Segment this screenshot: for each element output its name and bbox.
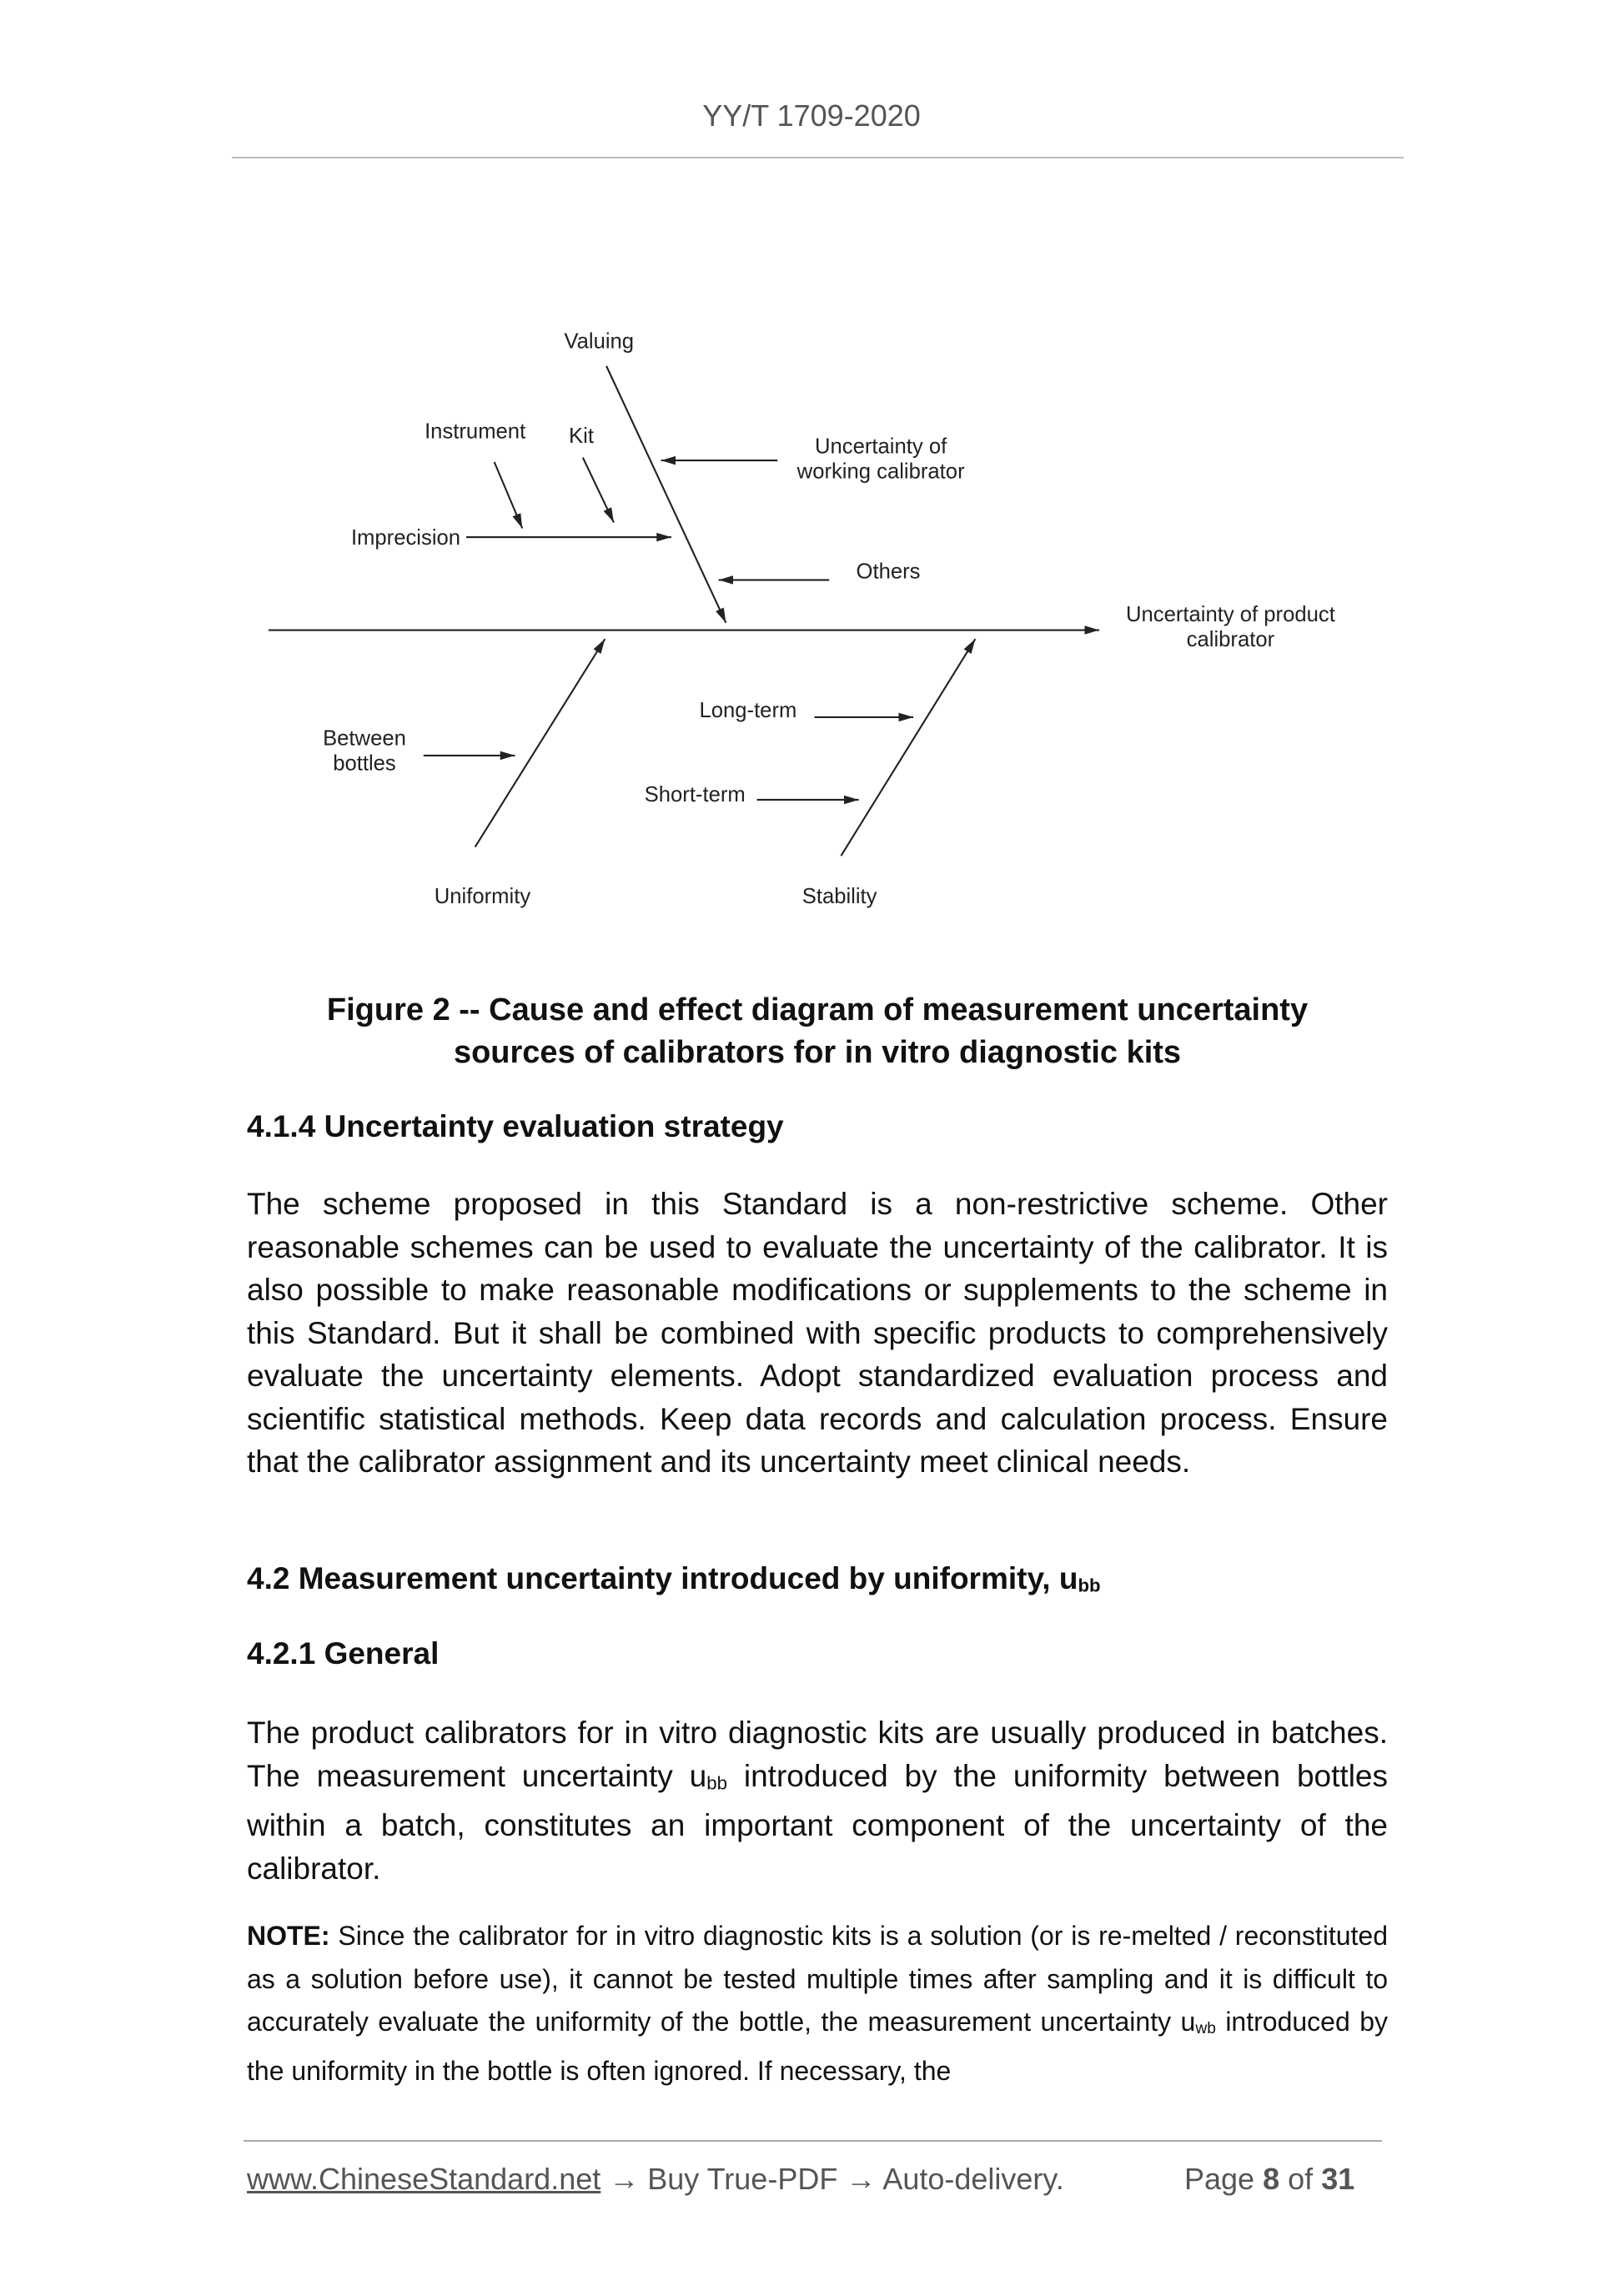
label-working-calibrator-1: Uncertainty of (815, 435, 947, 459)
section-heading-4-1-4: 4.1.4 Uncertainty evaluation strategy (247, 1109, 784, 1143)
label-working-calibrator-2: working calibrator (796, 460, 965, 484)
footer-divider (244, 2140, 1382, 2142)
label-imprecision: Imprecision (350, 525, 461, 550)
heading-text: 4.2 Measurement uncertainty introduced by uniformity, u (247, 1561, 1078, 1595)
footer-promo (247, 2162, 1064, 2197)
figure-caption-line-2: sources of calibrators for in vitro diagnostic kits (453, 1035, 1182, 1070)
website-link[interactable]: www.ChineseStandard.net (247, 2162, 601, 2196)
note-paragraph (247, 1915, 1388, 2093)
paragraph-text: The product calibrators for in vitro diagnostic kits are usually produced in batches. The measurement uncertainty u (247, 1716, 1388, 1793)
section-heading-4-2-1: 4.2.1 General (247, 1636, 440, 1671)
section-heading-4-2 (247, 1561, 1101, 1596)
label-long-term: Long-term (699, 698, 797, 722)
label-kit: Kit (569, 424, 594, 448)
page-label: Page (1184, 2162, 1255, 2196)
figure-caption (247, 989, 1388, 1074)
note-text: Since the calibrator for in vitro diagnostic kits is a solution (or is re-melted / reconstituted as a solution before use), it cannot be tested multiple times after sampling and it is difficult to accurately evaluate the uniformity of the bottle, the measurement uncertainty u (247, 1921, 1388, 2037)
paragraph-4-1-4: The scheme proposed in this Standard is a non-restrictive scheme. Other reasonable schemes can be used to evaluate the uncertainty of the calibrator. It is also possible to make reasonable modifications or supplements to the scheme in this Standard. But it shall be combined with specific products to comprehensively evaluate the uncertainty elements. Adopt standardized evaluation process and scientific statistical methods. Keep data records and calculation process. Ensure that the calibrator assignment and its uncertainty meet clinical needs. (247, 1187, 1388, 1479)
paragraph-4-2-1 (247, 1711, 1388, 1890)
of-label: of (1288, 2162, 1314, 2196)
note-subscript: wb (1195, 2019, 1216, 2037)
label-uniformity: Uniformity (434, 884, 531, 908)
note-label: NOTE: (247, 1921, 330, 1951)
paragraph-text: introduced by the uniformity between bottles within a batch, constitutes an important component of the uncertainty of the calibrator. (247, 1758, 1388, 1886)
label-others: Others (856, 560, 921, 584)
kit-arrow (583, 458, 614, 523)
footer-promo-text: → Buy True-PDF → Auto-delivery. (600, 2162, 1064, 2196)
note-text: introduced by the uniformity in the bottle is often ignored. If necessary, the (247, 2007, 1389, 2087)
page-number (1184, 2162, 1354, 2197)
instrument-arrow (495, 462, 523, 529)
label-product-calibrator-2: calibrator (1186, 628, 1275, 652)
paragraph-subscript: bb (706, 1771, 727, 1793)
label-between-bottles-2: bottles (333, 751, 396, 776)
label-stability: Stability (801, 884, 877, 908)
heading-subscript: bb (1078, 1575, 1101, 1596)
valuing-branch (606, 366, 726, 623)
stability-branch (841, 639, 975, 856)
label-product-calibrator-1: Uncertainty of product (1125, 602, 1335, 626)
document-id-header: YY/T 1709-2020 (702, 98, 921, 133)
total-pages: 31 (1321, 2162, 1355, 2196)
current-page: 8 (1263, 2162, 1280, 2196)
uniformity-branch (475, 639, 605, 847)
figure-caption-line-1: Figure 2 -- Cause and effect diagram of measurement uncertainty (326, 992, 1309, 1027)
label-instrument: Instrument (425, 420, 526, 444)
label-between-bottles-1: Between (323, 726, 406, 751)
label-valuing: Valuing (564, 329, 635, 354)
label-short-term: Short-term (644, 782, 746, 806)
